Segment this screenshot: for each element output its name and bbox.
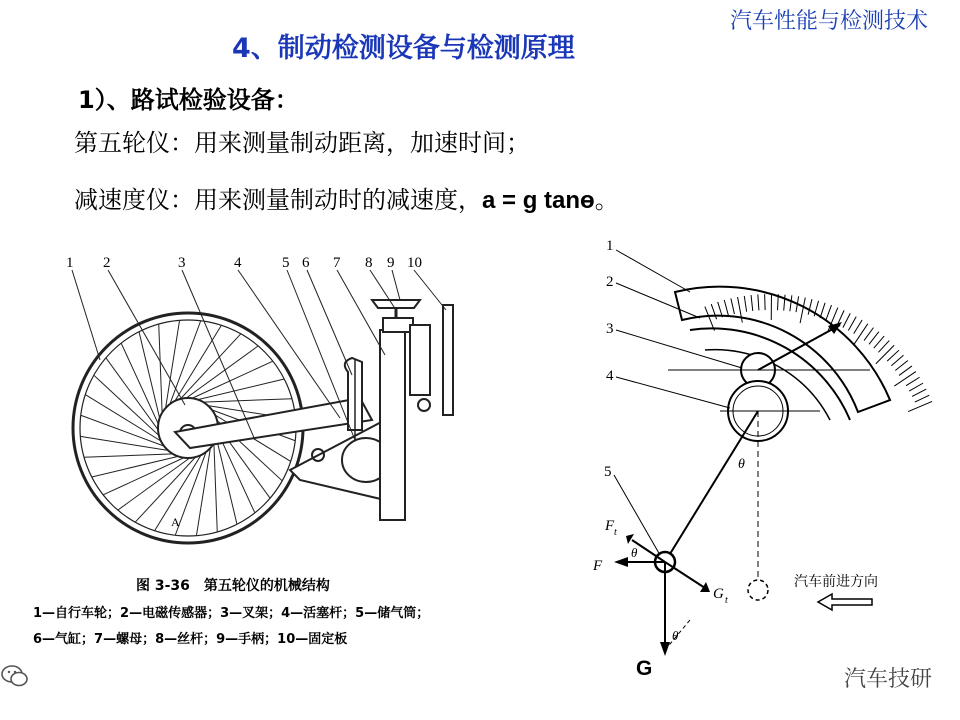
dial-tick	[909, 383, 923, 391]
fifth-wheel-figure	[72, 270, 453, 543]
wheel-spoke	[214, 433, 218, 532]
figure-legend-line2: 6—气缸；7—螺母；8—丝杆；9—手柄；10—固定板	[33, 632, 348, 647]
wheel-spoke	[188, 379, 284, 402]
dial-tick	[854, 320, 862, 334]
part-number: 2	[103, 255, 111, 271]
watermark-text: 汽车技研	[843, 667, 932, 692]
dial-tick	[826, 305, 832, 320]
clamp-block	[410, 325, 430, 395]
part-number: 3	[178, 255, 186, 271]
theta-label-force: θ	[631, 545, 638, 560]
corner-title: 汽车性能与检测技术	[729, 9, 928, 34]
wheel-spoke	[139, 332, 162, 428]
force-Gt-vector	[665, 562, 705, 588]
part-number: 7	[333, 255, 341, 271]
force-Gt-label: G	[713, 586, 724, 602]
part-number: 5	[282, 255, 290, 271]
part-number: 1	[66, 255, 74, 271]
dial-tick	[848, 317, 856, 331]
body-line-fifth-wheel: 第五轮仪：用来测量制动距离，加速时间；	[74, 129, 530, 157]
direction-arrow	[818, 594, 872, 610]
dial-tick	[869, 332, 879, 345]
dial-tick	[864, 328, 873, 341]
dial-tick	[906, 377, 920, 385]
bolt	[418, 399, 430, 411]
part-number: 8	[365, 255, 373, 271]
dial-tick	[894, 372, 916, 387]
gravity-label: G	[636, 657, 653, 680]
slide-title: 4、制动检测设备与检测原理	[232, 33, 575, 64]
part-number: 2	[606, 274, 614, 290]
part-number: 10	[407, 255, 422, 271]
section-heading: 1）、路试检验设备：	[78, 86, 299, 114]
figure-legend-line1: 1—自行车轮；2—电磁传感器；3—叉架；4—活塞杆；5—储气筒；	[33, 606, 430, 621]
wheel-spoke	[135, 450, 202, 523]
wheel-spoke	[193, 399, 292, 403]
part-number: 4	[606, 368, 614, 384]
part-number: 1	[606, 238, 614, 254]
part-number: 4	[234, 255, 242, 271]
force-Gt-subscript: t	[725, 595, 728, 606]
part-number: 5	[604, 464, 612, 480]
part-number: 9	[387, 255, 395, 271]
dial-tick	[878, 341, 889, 353]
handle	[372, 300, 420, 308]
wheel-spoke	[174, 334, 241, 407]
wheel-spoke	[92, 454, 188, 477]
dial-tick	[874, 336, 884, 348]
wheel-spoke	[94, 375, 167, 442]
theta-label-bottom: θ	[672, 628, 679, 643]
small-mark: A	[171, 515, 180, 529]
formula: a = g tanɵ	[482, 187, 595, 214]
pendulum-rod	[665, 411, 758, 562]
force-Ft-label: F	[605, 518, 615, 534]
dial-tick	[876, 345, 894, 363]
figure-caption: 图 3-36 第五轮仪的机械结构	[136, 578, 330, 594]
dial-tick	[887, 350, 899, 361]
wechat-icon	[0, 662, 30, 690]
mount-column	[380, 330, 405, 520]
part-number: 3	[606, 321, 614, 337]
force-F-label: F	[593, 558, 603, 574]
part-number: 6	[302, 255, 310, 271]
dial-tick	[891, 355, 903, 365]
wheel-spoke	[159, 324, 163, 423]
force-Ft-subscript: t	[614, 527, 617, 538]
rest-position-mass	[748, 580, 768, 600]
dial-tick	[843, 313, 850, 327]
theta-label-top: θ	[738, 457, 745, 472]
dial-tick	[912, 389, 926, 396]
wheel-spoke	[84, 454, 183, 458]
dial-tick	[899, 366, 912, 375]
dial-tick	[915, 395, 929, 402]
force-labels	[592, 457, 745, 643]
dial-tick	[853, 324, 867, 346]
dial-tick	[895, 361, 908, 371]
dial-tick	[820, 303, 825, 318]
fixed-plate	[443, 305, 453, 415]
direction-label: 汽车前进方向	[794, 574, 878, 590]
screw-nut	[383, 318, 413, 332]
right-part-numbers	[604, 238, 614, 480]
line2-suffix: 。	[594, 186, 619, 214]
line2-prefix: 减速度仪：用来测量制动时的减速度，	[74, 186, 482, 214]
dial-tick	[908, 401, 932, 411]
decelerometer-figure	[614, 250, 932, 656]
air-cylinder	[345, 358, 362, 430]
